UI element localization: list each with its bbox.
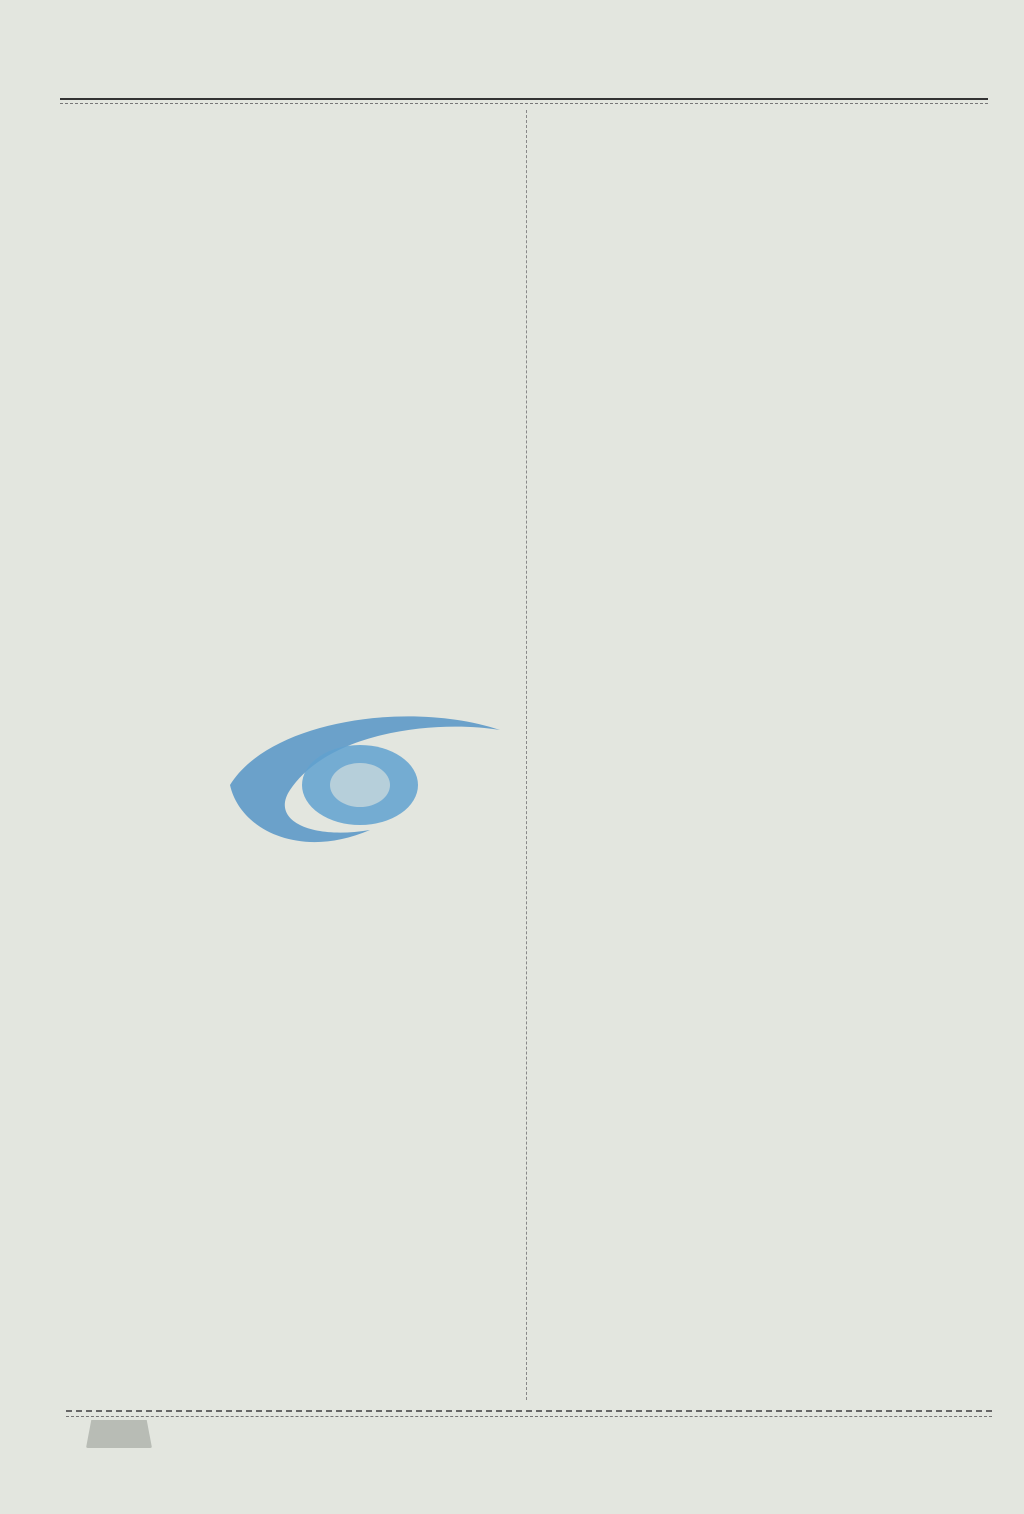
header-rule — [60, 98, 988, 102]
left-column — [62, 112, 514, 1400]
header-rule-dashed — [60, 103, 988, 104]
right-column — [538, 112, 990, 1400]
page-number — [86, 1420, 152, 1448]
column-divider — [526, 110, 527, 1400]
footer-rule-dashed — [66, 1416, 992, 1417]
footer-rule — [66, 1410, 992, 1412]
